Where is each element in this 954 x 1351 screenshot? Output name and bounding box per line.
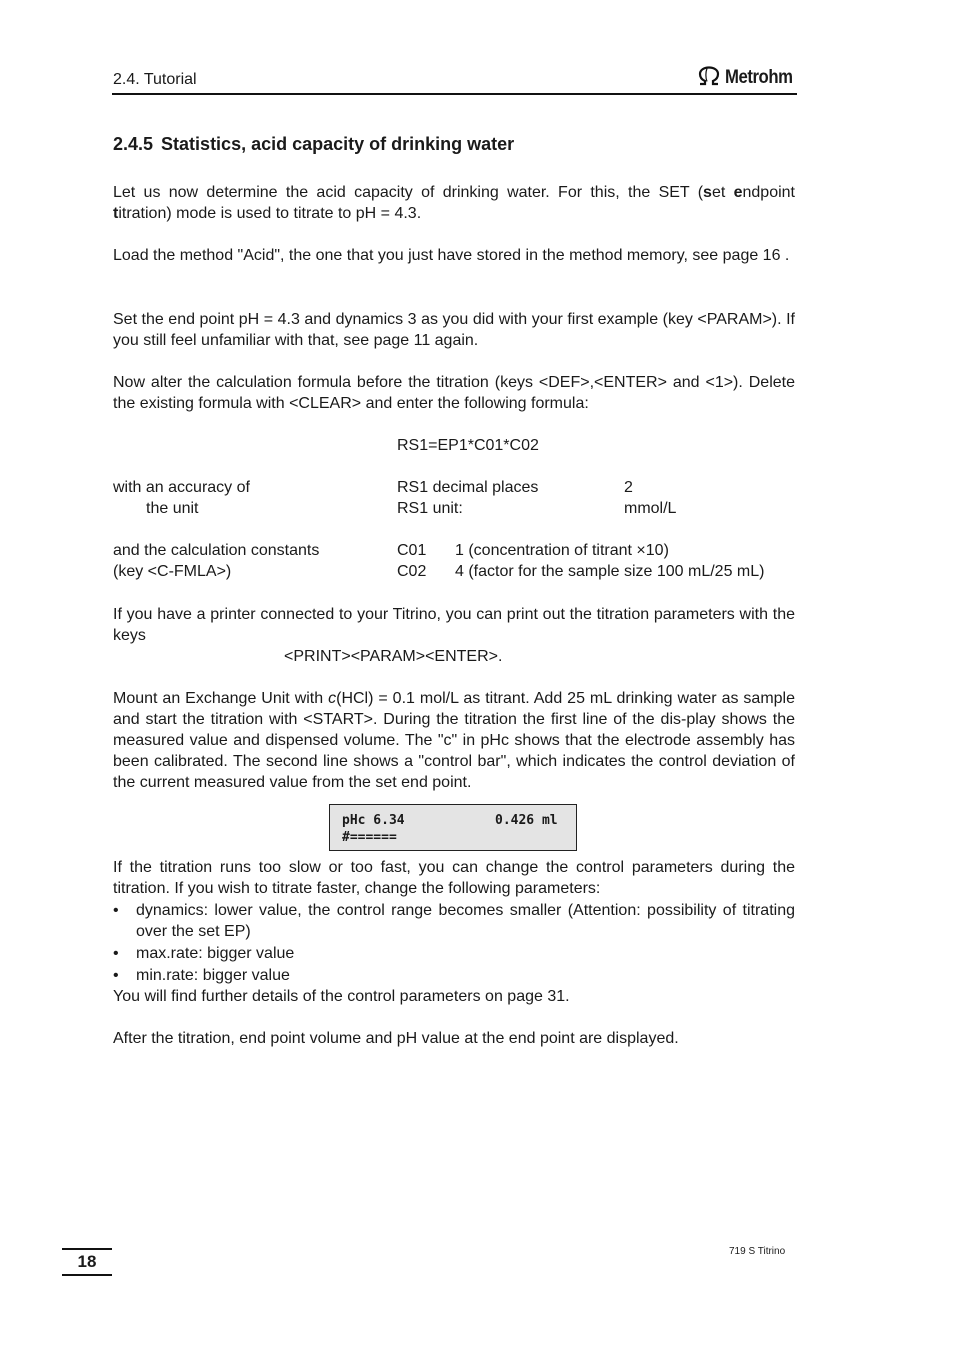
intro-text: Let us now determine the acid capacity of drinking water. For this, the SET ( [113, 184, 704, 201]
unit-field: RS1 unit: [397, 500, 463, 517]
titrino-display [329, 804, 577, 851]
mount-text: (HCl) = 0.1 mol/L as titrant. Add 25 mL drinking water as sample and start the titration with <START>. During the titration the first line of the dis-play shows the measured value and dispensed volume. The "c" in pHc shows that the electrode assembly has been calibrated. The second line shows a "control bar", which indicates the control deviation of the current measured value from the set end point. [113, 690, 795, 791]
decimal-places-value: 2 [624, 479, 633, 496]
intro-text: itration) mode is used to titrate to pH = 4.3. [118, 205, 422, 222]
unit-value: mmol/L [624, 500, 677, 517]
alter-formula-paragraph: Now alter the calculation formula before the titration (keys <DEF>,<ENTER> and <1>). Delete the existing formula with <CLEAR> and enter the following formula: [113, 374, 795, 412]
bullet-icon: • [113, 945, 119, 962]
after-titration-paragraph: After the titration, end point volume and pH value at the end point are displayed. [113, 1030, 679, 1047]
display-control-bar: #====== [342, 830, 397, 845]
bullet-icon: • [113, 902, 119, 919]
print-keys: <PRINT><PARAM><ENTER>. [284, 648, 503, 665]
bullet-icon: • [113, 967, 119, 984]
mount-text: Mount an Exchange Unit with [113, 690, 329, 707]
list-item [113, 900, 795, 942]
load-method-paragraph: Load the method "Acid", the one that you just have stored in the method memory, see page 16 . [113, 247, 790, 264]
intro-text: ndpoint [742, 184, 795, 201]
constant-c02-name: C02 [397, 563, 427, 580]
list-item-text: min.rate: bigger value [136, 967, 290, 984]
constant-c02-desc: 4 (factor for the sample size 100 mL/25 mL) [455, 563, 765, 580]
concentration-symbol: c [328, 690, 337, 707]
intro-paragraph [113, 182, 795, 224]
list-item-text: dynamics: lower value, the control range becomes smaller (Attention: possibility of titrating over the set EP) [136, 902, 795, 940]
printer-paragraph: If you have a printer connected to your Titrino, you can print out the titration parameters with the keys [113, 606, 795, 644]
constant-c01-name: C01 [397, 542, 427, 559]
list-item [113, 943, 795, 964]
constants-key-label: (key <C-FMLA>) [113, 563, 232, 580]
running-header-section: 2.4. Tutorial [113, 71, 197, 88]
constant-c01-desc: 1 (concentration of titrant ×10) [455, 542, 669, 559]
decimal-places-field: RS1 decimal places [397, 479, 539, 496]
page-number: 18 [62, 1248, 112, 1276]
emphasis-s: s [703, 184, 712, 201]
section-number: 2.4.5 [113, 134, 154, 154]
emphasis-e: e [733, 184, 743, 201]
parameter-list [113, 900, 795, 987]
logo-wordmark: Metrohm [725, 67, 793, 88]
further-details-paragraph: You will find further details of the control parameters on page 31. [113, 988, 570, 1005]
unit-label: the unit [146, 500, 199, 517]
section-heading [113, 134, 514, 155]
constants-label: and the calculation constants [113, 542, 320, 559]
set-endpoint-paragraph: Set the end point pH = 4.3 and dynamics 3 as you did with your first example (key <PARAM>). If you still feel unfamiliar with that, see page 11 again. [113, 311, 795, 349]
list-item-text: max.rate: bigger value [136, 945, 295, 962]
formula: RS1=EP1*C01*C02 [397, 437, 539, 454]
mount-paragraph [113, 688, 795, 793]
emphasis-t: t [113, 205, 119, 222]
metrohm-logo [697, 66, 802, 90]
control-paragraph: If the titration runs too slow or too fast, you can change the control parameters during the titration. If you wish to titrate faster, change the following parameters: [113, 859, 795, 897]
header-rule [112, 93, 797, 95]
display-measured-value: pHc 6.34 [342, 813, 405, 828]
omega-icon [697, 66, 721, 91]
intro-text: et [711, 184, 734, 201]
accuracy-label: with an accuracy of [113, 479, 250, 496]
list-item [113, 965, 795, 986]
footer-product: 719 S Titrino [729, 1246, 786, 1257]
section-title: Statistics, acid capacity of drinking water [161, 134, 515, 154]
display-volume: 0.426 ml [495, 813, 558, 828]
